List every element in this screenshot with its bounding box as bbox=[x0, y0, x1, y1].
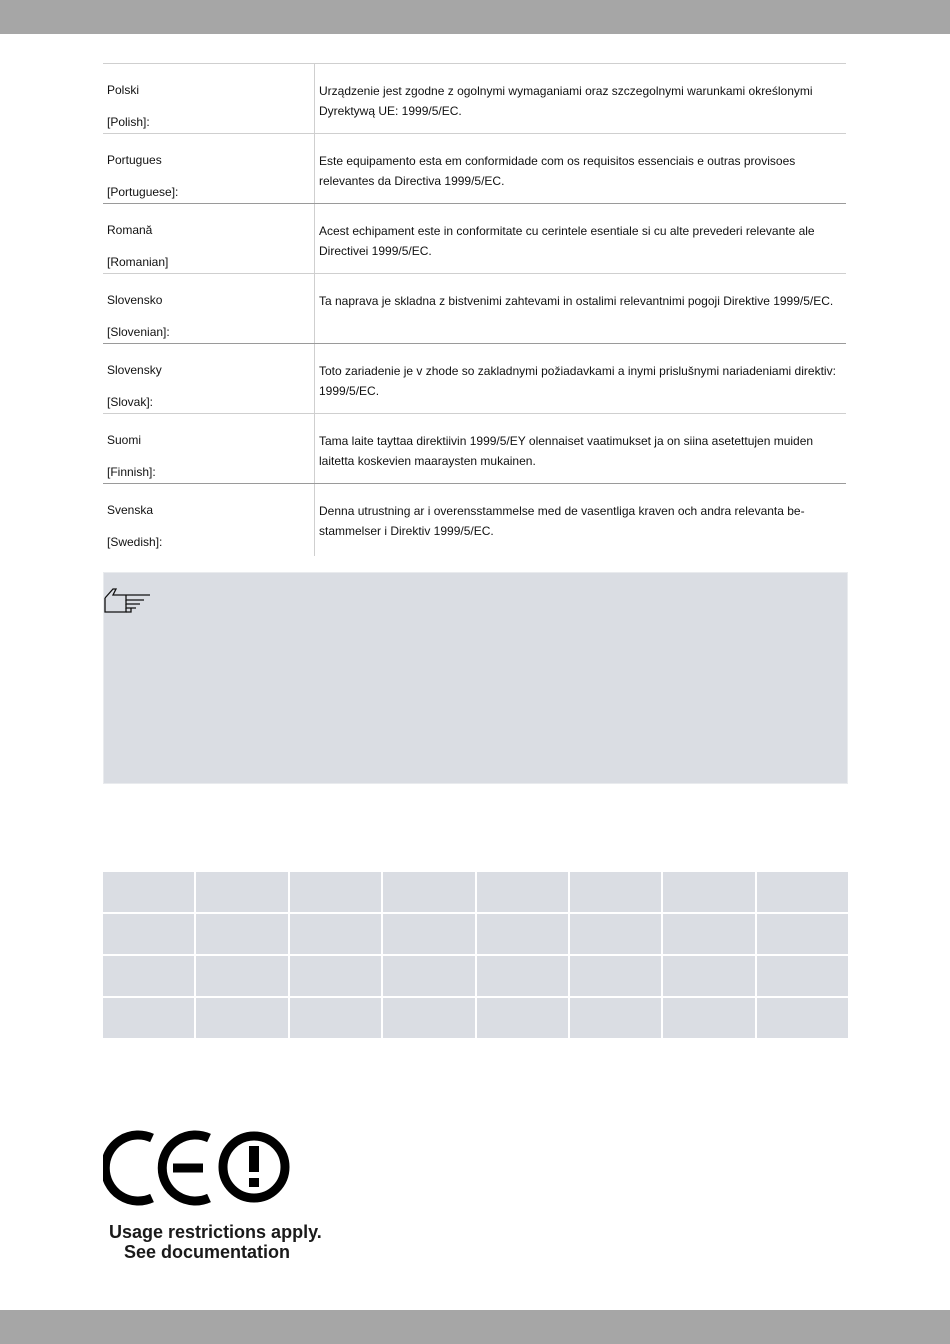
language-cell bbox=[103, 484, 315, 556]
grid-cell bbox=[103, 998, 194, 1038]
language-native-name: Suomi bbox=[107, 433, 142, 447]
grid-cell bbox=[196, 998, 287, 1038]
ce-see-documentation-text: See documentation bbox=[124, 1242, 291, 1262]
grid-cell bbox=[103, 872, 194, 912]
declaration-text: Este equipamento esta em conformidade com os requisitos essenciais e outras provisoes relevantes da Directiva 1999/5/EC. bbox=[319, 154, 796, 188]
language-english-name: [Portuguese]: bbox=[107, 185, 179, 199]
grid-cell bbox=[290, 998, 381, 1038]
language-native-name: Portugues bbox=[107, 153, 162, 167]
declaration-row bbox=[103, 274, 846, 344]
language-cell bbox=[103, 64, 315, 133]
grid-cell bbox=[383, 998, 474, 1038]
language-native-name: Svenska bbox=[107, 503, 154, 517]
language-native-name: Polski bbox=[107, 83, 140, 97]
declaration-text: Urządzenie jest zgodne z ogolnymi wymaganiami oraz szczegolnymi warunkami określonymi Dyrektywą UE: 1999/5/EC. bbox=[319, 84, 813, 118]
language-english-name: [Romanian] bbox=[107, 255, 169, 269]
grid-cell bbox=[757, 998, 848, 1038]
grid-cell bbox=[196, 956, 287, 996]
declaration-row bbox=[103, 344, 846, 414]
grid-cell bbox=[103, 956, 194, 996]
empty-grid-table bbox=[103, 872, 848, 1038]
language-english-name: [Slovenian]: bbox=[107, 325, 170, 339]
language-cell bbox=[103, 274, 315, 343]
grid-cell bbox=[103, 914, 194, 954]
language-native-name: Slovensky bbox=[107, 363, 162, 377]
grid-cell bbox=[570, 998, 661, 1038]
ce-mark bbox=[103, 1118, 335, 1276]
language-english-name: [Slovak]: bbox=[107, 395, 154, 409]
language-english-name: [Polish]: bbox=[107, 115, 150, 129]
note-box bbox=[103, 572, 848, 784]
page-header-bar bbox=[0, 0, 950, 34]
language-cell bbox=[103, 344, 315, 413]
language-cell bbox=[103, 204, 315, 273]
ce-usage-restrictions-text: Usage restrictions apply. bbox=[109, 1222, 322, 1242]
grid-cell bbox=[757, 956, 848, 996]
grid-cell bbox=[757, 872, 848, 912]
declaration-row bbox=[103, 134, 846, 204]
declaration-row bbox=[103, 64, 846, 134]
declaration-row bbox=[103, 484, 846, 556]
grid-cell bbox=[290, 956, 381, 996]
grid-cell bbox=[477, 956, 568, 996]
grid-cell bbox=[757, 914, 848, 954]
declaration-text: Denna utrustning ar i overensstammelse med de vasentliga kraven och andra relevanta be-stammelser i Direktiv 1999/5/EC. bbox=[319, 504, 805, 538]
grid-cell bbox=[663, 914, 754, 954]
language-english-name: [Finnish]: bbox=[107, 465, 156, 479]
declaration-text: Tama laite tayttaa direktiivin 1999/5/EY olennaiset vaatimukset ja on siina asetettujen muiden laitetta koskevien maaraysten mukainen. bbox=[319, 434, 814, 468]
grid-cell bbox=[663, 956, 754, 996]
language-cell bbox=[103, 414, 315, 483]
grid-cell bbox=[383, 872, 474, 912]
grid-cell bbox=[663, 998, 754, 1038]
grid-cell bbox=[290, 914, 381, 954]
declaration-text: Toto zariadenie je v zhode so zakladnymi požiadavkami a inymi prislušnymi nariadeniami direktiv: 1999/5/EC. bbox=[319, 364, 836, 398]
grid-cell bbox=[570, 872, 661, 912]
declaration-row bbox=[103, 204, 846, 274]
language-english-name: [Swedish]: bbox=[107, 535, 163, 549]
pointing-hand-icon bbox=[104, 585, 152, 613]
grid-cell bbox=[570, 956, 661, 996]
grid-cell bbox=[663, 872, 754, 912]
language-cell bbox=[103, 134, 315, 203]
declaration-table bbox=[103, 63, 846, 556]
language-native-name: Romană bbox=[107, 223, 153, 237]
grid-cell bbox=[477, 998, 568, 1038]
language-native-name: Slovensko bbox=[107, 293, 163, 307]
declaration-text: Ta naprava je skladna z bistvenimi zahtevami in ostalimi relevantnimi pogoji Direktive 1999/5/EC. bbox=[319, 294, 834, 308]
grid-cell bbox=[477, 914, 568, 954]
grid-cell bbox=[383, 956, 474, 996]
declaration-row bbox=[103, 414, 846, 484]
grid-cell bbox=[570, 914, 661, 954]
grid-cell bbox=[196, 914, 287, 954]
grid-cell bbox=[290, 872, 381, 912]
page-footer-bar bbox=[0, 1310, 950, 1344]
declaration-text: Acest echipament este in conformitate cu cerintele esentiale si cu alte prevederi relevante ale Directivei 1999/5/EC. bbox=[319, 224, 815, 258]
ce-alert-logo bbox=[103, 1118, 335, 1228]
grid-cell bbox=[383, 914, 474, 954]
grid-cell bbox=[477, 872, 568, 912]
grid-cell bbox=[196, 872, 287, 912]
